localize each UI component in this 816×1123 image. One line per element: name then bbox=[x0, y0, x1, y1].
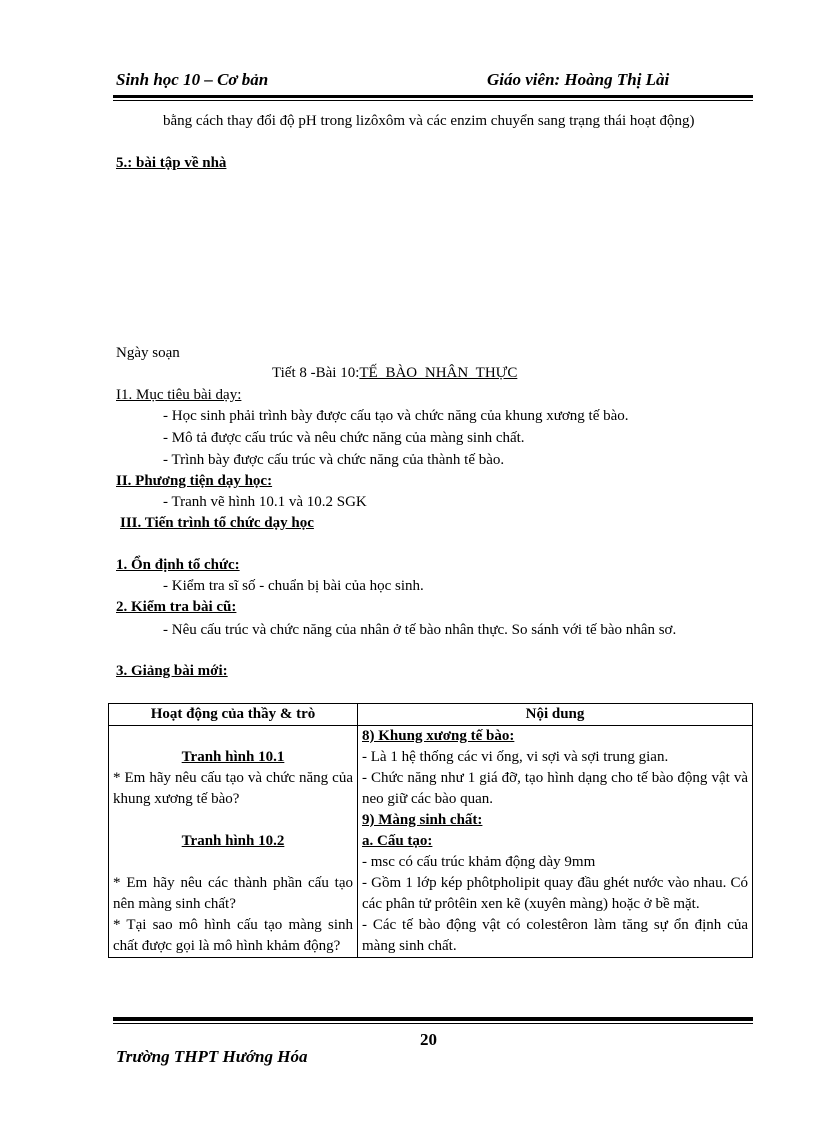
footer-rule-thin bbox=[113, 1023, 753, 1024]
lesson-title-prefix: Tiết 8 -Bài 10: bbox=[272, 365, 360, 381]
question-membrane-components: * Em hãy nêu các thành phần cấu tạo nên màng sinh chất? bbox=[113, 875, 353, 912]
lesson-table bbox=[108, 703, 753, 958]
question-cytoskeleton: * Em hãy nêu cấu tạo và chức năng của khung xương tế bào? bbox=[113, 770, 353, 807]
header-subject: Sinh học 10 – Cơ bản bbox=[116, 70, 269, 89]
content-cell bbox=[358, 726, 753, 958]
step1-text: - Kiểm tra sĩ số - chuẩn bị bài của học sinh. bbox=[163, 578, 424, 594]
lesson-title-main: TẾ BÀO NHÂN THỰC bbox=[359, 365, 518, 381]
header-rule-thin bbox=[113, 100, 753, 101]
lesson-title bbox=[272, 365, 517, 382]
content-text: - Chức năng như 1 giá đỡ, tạo hình dạng cho tế bào động vật và neo giữ các bào quan. bbox=[362, 770, 748, 807]
step2-text: - Nêu cấu trúc và chức năng của nhân ở tế bào nhân thực. So sánh với tế bào nhân sơ. bbox=[163, 622, 677, 638]
content-text: - msc có cấu trúc khảm động dày 9mm bbox=[362, 854, 596, 870]
date-label: Ngày soạn bbox=[116, 345, 180, 361]
activity-cell bbox=[109, 726, 358, 958]
section-objectives-heading: I1. Mục tiêu bài dạy: bbox=[116, 387, 242, 403]
content-text: - Là 1 hệ thống các vi ống, vi sợi và sợi trung gian. bbox=[362, 749, 669, 765]
homework-heading: 5.: bài tập về nhà bbox=[116, 155, 227, 171]
step3-heading: 3. Giảng bài mới: bbox=[116, 663, 228, 679]
table-header-activity: Hoạt động của thầy & trò bbox=[109, 704, 358, 726]
footer-school: Trường THPT Hướng Hóa bbox=[116, 1047, 308, 1066]
picture-ref-10-1: Tranh hình 10.1 bbox=[181, 749, 285, 765]
question-fluid-mosaic: * Tại sao mô hình cấu tạo màng sinh chất được gọi là mô hình khảm động? bbox=[113, 917, 353, 954]
objective-item: - Trình bày được cấu trúc và chức năng của thành tế bào. bbox=[163, 452, 505, 468]
page-number: 20 bbox=[420, 1030, 437, 1049]
content-subheading-structure: a. Cấu tạo: bbox=[362, 833, 433, 849]
content-text: - Gồm 1 lớp kép phôtpholipit quay đầu ghét nước vào nhau. Có các phân tử prôtêin xen kẽ (xuyên màng) hoặc ở bề mặt. bbox=[362, 875, 748, 912]
footer-rule bbox=[113, 1017, 753, 1021]
content-heading-membrane: 9) Màng sinh chất: bbox=[362, 812, 483, 828]
header-teacher: Giáo viên: Hoàng Thị Lài bbox=[487, 70, 670, 89]
objective-item: - Học sinh phải trình bày được cấu tạo và chức năng của khung xương tế bào. bbox=[163, 408, 629, 424]
materials-item: - Tranh vẽ hình 10.1 và 10.2 SGK bbox=[163, 494, 367, 510]
table-header-content: Nội dung bbox=[358, 704, 753, 726]
content-text: - Các tế bào động vật có colestêron làm tăng sự ổn định của màng sinh chất. bbox=[362, 917, 748, 954]
continuation-paragraph: bằng cách thay đổi độ pH trong lizôxôm và các enzim chuyển sang trạng thái hoạt động) bbox=[163, 113, 695, 129]
step2-heading: 2. Kiểm tra bài cũ: bbox=[116, 599, 237, 615]
objective-item: - Mô tả được cấu trúc và nêu chức năng của màng sinh chất. bbox=[163, 430, 525, 446]
content-heading-cytoskeleton: 8) Khung xương tế bào: bbox=[362, 728, 515, 744]
picture-ref-10-2: Tranh hình 10.2 bbox=[181, 833, 285, 849]
header-rule bbox=[113, 95, 753, 98]
step1-heading: 1. Ổn định tổ chức: bbox=[116, 557, 240, 573]
section-materials-heading: II. Phương tiện dạy học: bbox=[116, 473, 273, 489]
section-process-heading: III. Tiến trình tổ chức dạy học bbox=[120, 515, 314, 531]
